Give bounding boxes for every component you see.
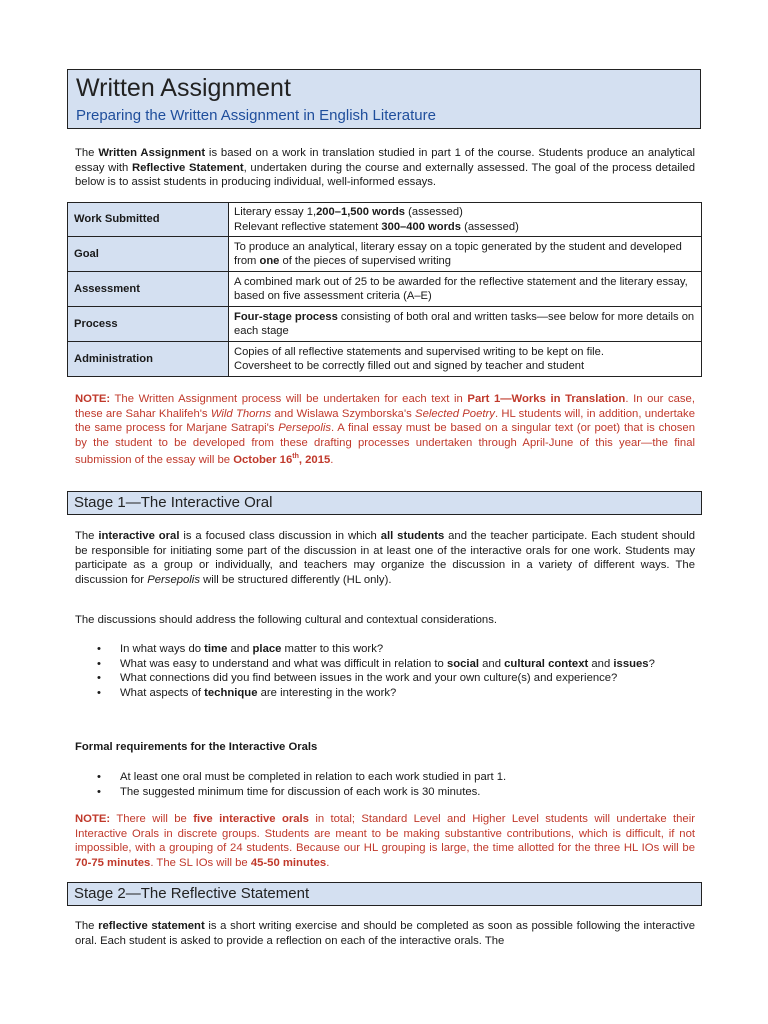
row-label: Process — [68, 307, 229, 342]
cell-bold: 200–1,500 words — [316, 206, 406, 219]
stage-2-heading: Stage 2—The Reflective Statement — [67, 882, 702, 906]
note-bold: 45-50 minutes — [250, 856, 327, 869]
assignment-info-table — [67, 202, 702, 377]
item-bold: time — [204, 643, 228, 655]
cell-text: To produce an analytical, literary essay on a topic generated by the student and developed from — [234, 240, 682, 267]
row-label: Goal — [68, 237, 229, 272]
row-label: Work Submitted — [68, 203, 229, 237]
cell-bold: one — [259, 255, 280, 267]
row-label: Assessment — [68, 272, 229, 307]
item-text: What was easy to understand and what was difficult in relation to — [120, 657, 447, 670]
intro-text: is based on a work in translation studied in part 1 of the course. Students produce an analytical essay with — [75, 147, 695, 174]
note-bold: , 2015 — [298, 453, 331, 466]
considerations-intro: The discussions should address the following cultural and contextual considerations. — [75, 614, 497, 626]
page-title: Written Assignment — [76, 74, 291, 102]
note-text: The Written Assignment process will be undertaken for each text in — [110, 393, 468, 405]
item-bold: social — [446, 657, 479, 670]
cell-text: Coversheet to be correctly filled out and signed by teacher and student — [234, 360, 585, 372]
body-text: The — [75, 530, 99, 542]
table-row — [68, 237, 702, 272]
cell-text: consisting of both oral and written tasks—see below for more details on each stage — [234, 310, 695, 337]
note-bold: Part 1—Works in Translation — [467, 393, 626, 405]
body-italic: Persepolis — [147, 573, 200, 586]
note-text: There will be — [110, 813, 194, 825]
cell-text: Literary essay 1, — [234, 206, 317, 219]
item-text: and — [227, 643, 253, 655]
list-item — [75, 785, 695, 800]
intro-bold: Written Assignment — [98, 147, 206, 159]
title-banner — [67, 69, 701, 129]
note-bold: five interactive orals — [193, 813, 309, 825]
bullet-icon: • — [97, 686, 101, 699]
item-text: are interesting in the work? — [257, 686, 397, 699]
item-text: At least one oral must be completed in relation to each work studied in part 1. — [120, 771, 507, 783]
body-text: The — [75, 920, 99, 932]
cell-text: Relevant reflective statement — [234, 220, 382, 233]
stage-1-paragraph — [75, 529, 695, 587]
item-text: matter to this work? — [281, 643, 384, 655]
note-text: and Wislawa Szymborska's — [271, 407, 416, 420]
row-value — [229, 237, 702, 272]
table-row — [68, 203, 702, 237]
note-bold: 70-75 minutes — [75, 856, 151, 869]
list-item — [75, 657, 695, 672]
item-text: What aspects of — [120, 686, 205, 699]
item-bold: issues — [613, 657, 649, 670]
note-label: NOTE: — [75, 813, 111, 825]
cell-bold: Four-stage process — [234, 310, 338, 323]
row-value: A combined mark out of 25 to be awarded for the reflective statement and the literary essay, based on five assessment criteria (A–E) — [229, 272, 702, 307]
row-value — [229, 307, 702, 342]
body-text: is a short writing exercise and should be completed as soon as possible following the interactive oral. Each student is asked to provide a reflection on each of the interactive orals. The — [75, 920, 695, 947]
list-item — [75, 770, 695, 785]
note-text: in total; Standard Level and Higher Level students will undertake their Interactive Orals in discrete groups. Students are meant to be making substantive contributions, which is difficult, if not impossible, with a grouping of 24 students. Because our HL grouping is large, the time allotted for the three HL IOs will be — [75, 813, 695, 854]
bullet-icon: • — [97, 771, 101, 783]
bullet-icon: • — [97, 657, 101, 670]
intro-paragraph — [75, 146, 695, 190]
body-text: is a focused class discussion in which — [179, 530, 381, 542]
note-translation — [75, 392, 695, 467]
formal-requirements-list — [75, 770, 695, 799]
item-text: ? — [648, 657, 655, 670]
table-row — [68, 307, 702, 342]
intro-bold: Reflective Statement — [131, 161, 244, 174]
cell-bold: 300–400 words — [381, 220, 461, 233]
body-bold: reflective statement — [98, 920, 205, 932]
item-text: and — [588, 657, 614, 670]
cell-text: Copies of all reflective statements and supervised writing to be kept on file. — [234, 345, 605, 358]
note-text: . HL students will, in addition, undertake the same process for Marjane Satrapi's — [75, 407, 695, 434]
note-italic: Selected Poetry — [415, 407, 495, 420]
note-italic: Persepolis — [278, 422, 331, 434]
note-text: . A final essay must be based on a singular text (or poet) that is chosen by the student to be developed from these drafting processes undertaken through April-June of this year—the final submission of the essay will be — [75, 422, 696, 466]
bullet-icon: • — [97, 643, 101, 655]
body-text: will be structured differently (HL only). — [199, 573, 392, 586]
intro-text: The — [75, 147, 99, 159]
considerations-list — [75, 642, 695, 700]
list-item — [75, 686, 695, 701]
item-bold: cultural context — [504, 657, 589, 670]
note-label: NOTE: — [75, 393, 111, 405]
formal-requirements-heading: Formal requirements for the Interactive Orals — [75, 741, 318, 753]
item-text: What connections did you find between issues in the work and your own culture(s) and experience? — [120, 672, 618, 684]
item-bold: place — [252, 643, 282, 655]
note-superscript: th — [292, 453, 299, 460]
note-text: . The SL IOs will be — [150, 856, 251, 869]
item-text: and — [479, 657, 505, 670]
body-bold: all students — [380, 530, 445, 542]
row-label: Administration — [68, 342, 229, 377]
body-bold: interactive oral — [98, 530, 180, 542]
intro-text: , undertaken during the course and externally assessed. The goal of the process detailed below is to assist students in producing individual, well-informed essays. — [75, 161, 695, 188]
page-subtitle: Preparing the Written Assignment in English Literature — [76, 107, 436, 124]
note-interactive-orals — [75, 812, 695, 870]
cell-text: (assessed) — [405, 206, 463, 219]
cell-text: (assessed) — [460, 220, 519, 233]
bullet-icon: • — [97, 672, 101, 684]
stage-2-paragraph — [75, 919, 695, 948]
note-text: . — [326, 856, 330, 869]
item-text: The suggested minimum time for discussion of each work is 30 minutes. — [120, 785, 481, 798]
cell-text: of the pieces of supervised writing — [279, 255, 452, 267]
bullet-icon: • — [97, 785, 101, 798]
list-item — [75, 671, 695, 686]
row-value — [229, 342, 702, 377]
note-bold: October 16 — [233, 453, 293, 466]
body-text: and the teacher participate. Each student should be responsible for initiating some part of the discussion in at least one of the interactive orals for one work. Students may participate as a group or individually, and teachers may organize the discussion in a variety of different ways. The discussion for — [75, 530, 696, 586]
table-row — [68, 342, 702, 377]
row-value — [229, 203, 702, 237]
list-item — [75, 642, 695, 657]
note-text: . — [330, 453, 334, 466]
note-text: . In our case, these are Sahar Khalifeh's — [75, 393, 695, 420]
item-bold: technique — [204, 686, 258, 699]
stage-1-heading: Stage 1—The Interactive Oral — [67, 491, 702, 515]
table-row — [68, 272, 702, 307]
item-text: In what ways do — [120, 643, 205, 655]
note-italic: Wild Thorns — [210, 407, 272, 420]
